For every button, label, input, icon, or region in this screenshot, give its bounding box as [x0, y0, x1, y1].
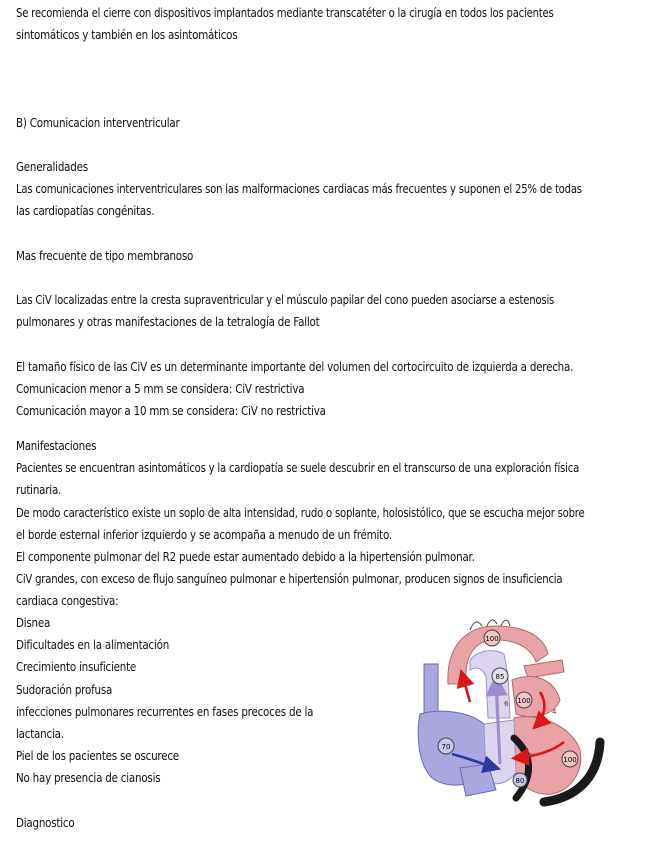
pressure-label: [516, 692, 532, 708]
svg-text:100: 100: [485, 635, 499, 643]
generalidades-heading: Generalidades: [16, 160, 88, 174]
svg-text:70: 70: [441, 743, 451, 751]
chamber-label: 6: [504, 700, 509, 708]
symptom-item: infecciones pulmonares recurrentes en fases precoces de la: [16, 705, 314, 719]
manifestaciones-line-3: De modo característico existe un soplo de alta intensidad, rudo o soplante, holosistólico, que se escucha mejor sobre: [16, 506, 585, 520]
pressure-label: [484, 630, 500, 646]
svg-text:100: 100: [563, 756, 577, 764]
manifestaciones-heading: Manifestaciones: [16, 439, 97, 453]
civ-localizadas-line-1: Las CiV localizadas entre la cresta supraventricular y el músculo papilar del cono pueden asociarse a estenosis: [16, 293, 555, 307]
pulmonary-vein-right: [524, 660, 564, 678]
manifestaciones-line-2: rutinaria.: [16, 483, 62, 497]
symptom-item: Sudoración profusa: [16, 683, 113, 697]
pressure-label: [562, 751, 578, 767]
section-heading: B) Comunicacion interventricular: [16, 116, 180, 130]
symptom-item: Crecimiento insuficiente: [16, 660, 137, 674]
svg-text:100: 100: [517, 697, 531, 705]
generalidades-line-1: Las comunicaciones interventriculares son las malformaciones cardiacas más frecuentes y suponen el 25% de todas: [16, 182, 582, 196]
vsd-heart-diagram: [404, 614, 614, 814]
symptom-item: Piel de los pacientes se oscurece: [16, 749, 179, 763]
intro-line-2: sintomáticos y también en los asintomáticos: [16, 28, 238, 42]
manifestaciones-line-5: El componente pulmonar del R2 puede estar aumentado debido a la hipertensión pulmonar.: [16, 550, 475, 564]
manifestaciones-line-7: cardiaca congestiva:: [16, 594, 119, 608]
manifestaciones-line-6: CiV grandes, con exceso de flujo sanguíneo pulmonar e hipertensión pulmonar, producen signos de insuficiencia: [16, 572, 563, 586]
chamber-label: 5: [528, 752, 533, 760]
pressure-label: [492, 668, 508, 684]
symptom-item: Disnea: [16, 616, 51, 630]
symptom-item: lactancia.: [16, 727, 64, 741]
tamano-line-3: Comunicación mayor a 10 mm se considera: CiV no restrictiva: [16, 404, 326, 418]
symptom-item: No hay presencia de cianosis: [16, 771, 161, 785]
pressure-label: [513, 773, 527, 787]
generalidades-line-2: las cardiopatías congénitas.: [16, 204, 155, 218]
diagnostico-heading: Diagnostico: [16, 816, 75, 830]
tamano-line-2: Comunicacion menor a 5 mm se considera: CiV restrictiva: [16, 382, 305, 396]
manifestaciones-line-4: el borde esternal inferior izquierdo y se acompaña a menudo de un frémito.: [16, 528, 392, 542]
civ-localizadas-line-2: pulmonares y otras manifestaciones de la tetralogía de Fallot: [16, 315, 320, 329]
tamano-line-1: El tamaño físico de las CiV es un determinante importante del volumen del cortocircuito de izquierda a derecha.: [16, 360, 574, 374]
intro-line-1: Se recomienda el cierre con dispositivos implantados mediante transcatéter o la cirugía en todos los pacientes: [16, 6, 554, 20]
membranoso-text: Mas frecuente de tipo membranoso: [16, 249, 194, 263]
superior-vena-cava: [424, 664, 438, 718]
svg-text:80: 80: [515, 777, 525, 785]
pressure-label: [438, 738, 454, 754]
svg-text:85: 85: [495, 673, 505, 681]
chamber-label: 4: [552, 708, 557, 716]
symptom-item: Dificultades en la alimentación: [16, 638, 170, 652]
manifestaciones-line-1: Pacientes se encuentran asintomáticos y la cardiopatía se suele descubrir en el transcurso de una exploración física: [16, 461, 580, 475]
